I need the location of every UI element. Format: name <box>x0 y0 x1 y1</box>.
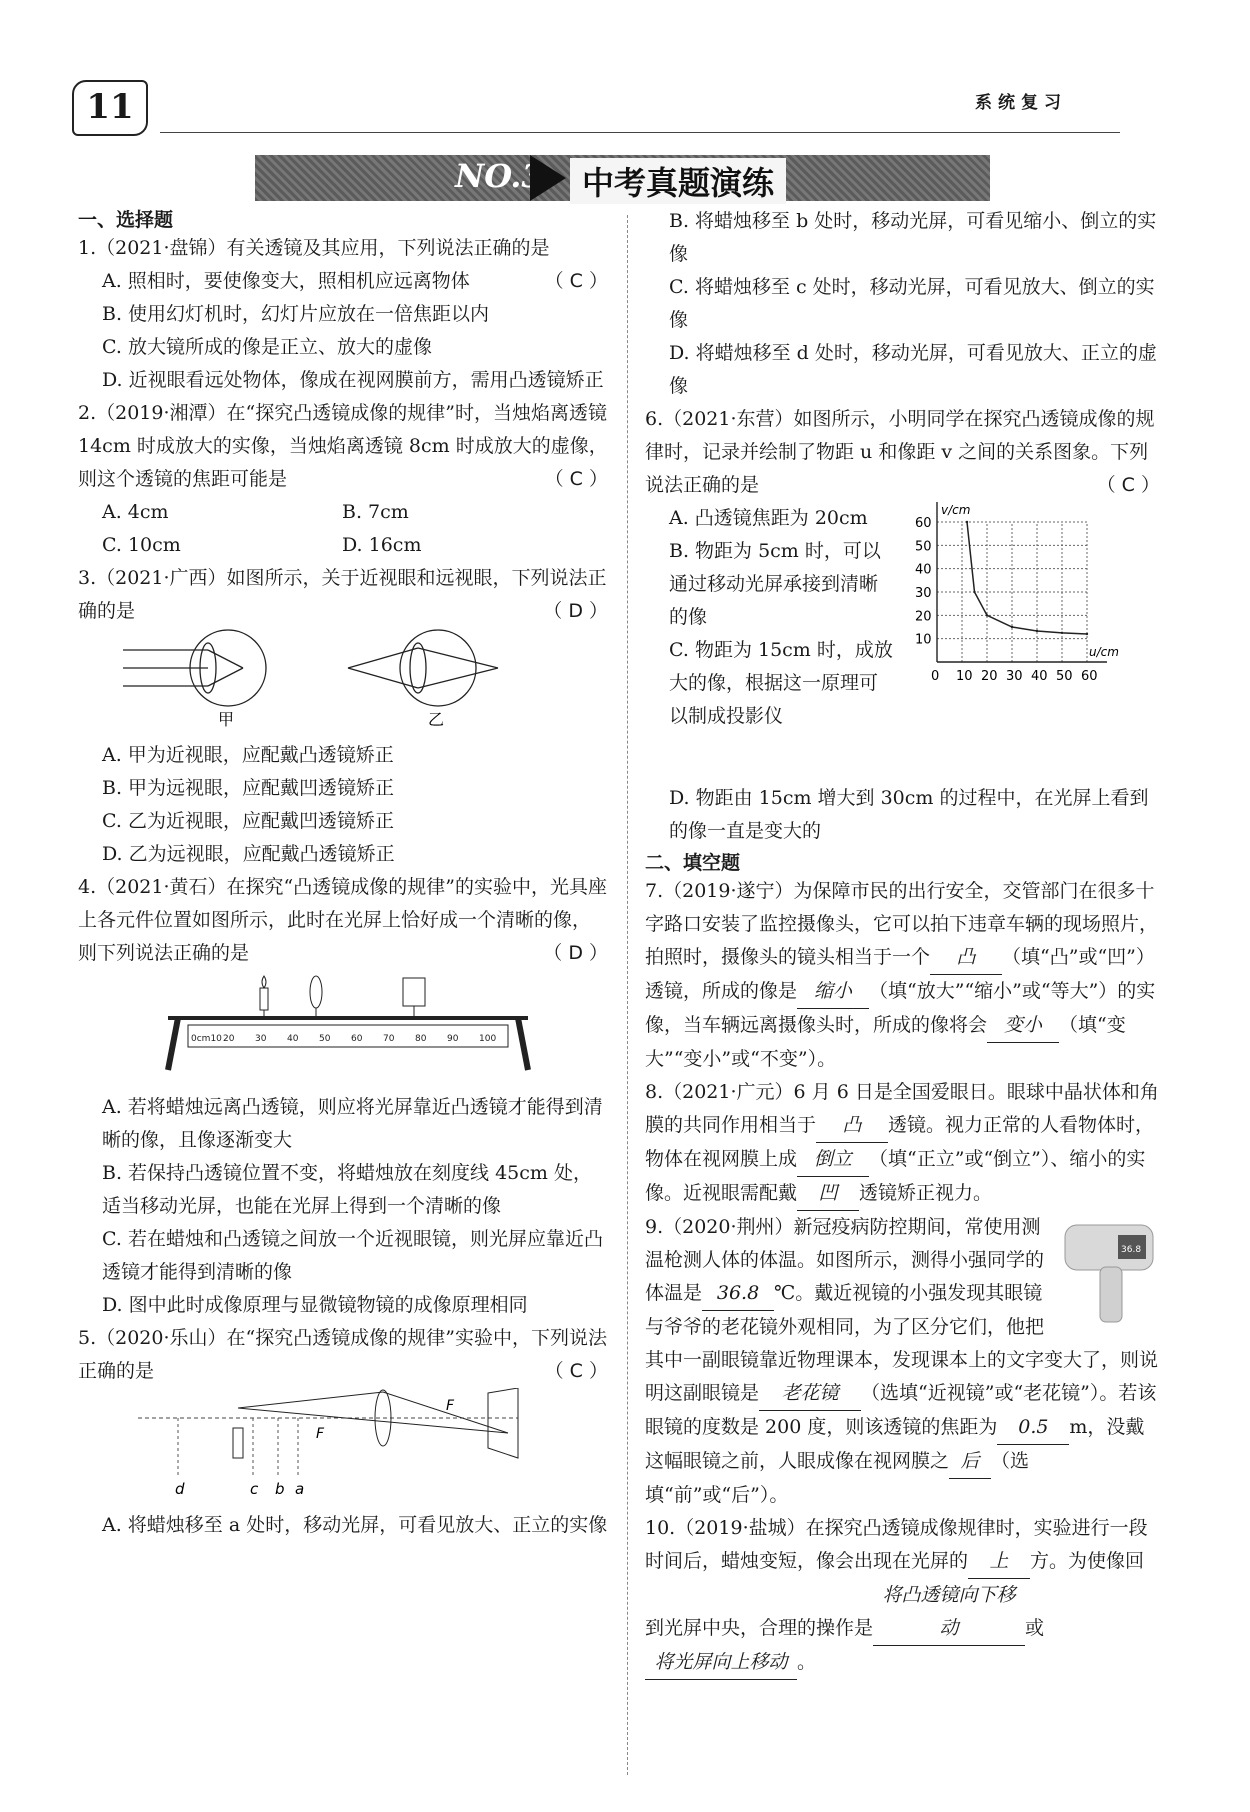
x-tick-label: 30 <box>1006 669 1023 684</box>
data-point <box>1036 630 1038 632</box>
flame-icon <box>262 976 266 988</box>
series-line <box>967 522 1087 634</box>
x-tick-label: 10 <box>956 669 973 684</box>
option: C. 乙为近视眼，应配戴凹透镜矫正 <box>102 810 394 832</box>
ruler-tick-label: 80 <box>415 1034 427 1044</box>
fill-blank: 凸 <box>930 941 1002 975</box>
fill-blank: 缩小 <box>797 975 869 1009</box>
ruler-tick-label: 60 <box>351 1034 363 1044</box>
banner-title: 中考真题演练 <box>570 158 786 204</box>
data-point <box>1061 632 1063 634</box>
x-tick-label: 0 <box>931 669 940 684</box>
data-point <box>986 614 988 616</box>
option: A. 甲为近视眼，应配戴凸透镜矫正 <box>102 744 394 766</box>
section-label: 系统复习 <box>975 93 1067 113</box>
ruler-tick-label: 100 <box>479 1034 497 1044</box>
uv-chart <box>907 502 1157 702</box>
answer: （ C ） <box>544 468 608 490</box>
eye-diagram <box>78 628 608 728</box>
section-heading: 一、选择题 <box>78 209 174 231</box>
option: B. 使用幻灯机时，幻灯片应放在一倍焦距以内 <box>102 303 490 325</box>
y-axis-label: v/cm <box>941 503 971 517</box>
option: D. 图中此时成像原理与显微镜物镜的成像原理相同 <box>102 1294 528 1316</box>
y-tick-label: 50 <box>915 539 932 555</box>
option: B. 甲为远视眼，应配戴凹透镜矫正 <box>102 777 395 799</box>
option: B. 若保持凸透镜位置不变，将蜡烛放在刻度线 45cm 处，适当移动光屏，也能在光屏上得到一个清晰的像 <box>102 1162 592 1217</box>
answer: （ D ） <box>543 600 608 622</box>
option: D. 近视眼看远处物体，像成在视网膜前方，需用凸透镜矫正 <box>102 369 604 391</box>
fill-blank: 将凸透镜向下移动 <box>873 1579 1025 1646</box>
option: B. 将蜡烛移至 b 处时，移动光屏，可看见缩小、倒立的实像 <box>669 210 1157 265</box>
screen <box>488 1388 518 1458</box>
option: A. 凸透镜焦距为 20cm <box>669 507 868 529</box>
header-rule <box>160 132 1120 133</box>
y-tick-label: 60 <box>915 516 932 531</box>
option: A. 照相时，要使像变大，照相机应远离物体 <box>102 270 470 292</box>
fill-blank: 将光屏向上移动 <box>645 1646 797 1680</box>
candle <box>233 1428 243 1458</box>
y-tick-label: 30 <box>915 586 932 601</box>
question-6-body <box>645 502 1160 832</box>
x-tick-label: 40 <box>1031 669 1048 684</box>
option: A. 将蜡烛移至 a 处时，移动光屏，可看见放大、正立的实像 <box>102 1514 608 1536</box>
fill-blank: 上 <box>968 1545 1030 1579</box>
page-number: 11 <box>72 80 148 136</box>
svg-text:d: d <box>175 1480 185 1498</box>
light-screen <box>403 978 425 1006</box>
option: A. 若将蜡烛远离凸透镜，则应将光屏靠近凸透镜才能得到清晰的像，且像逐渐变大 <box>102 1096 603 1151</box>
data-point <box>973 591 975 593</box>
svg-text:a: a <box>295 1480 305 1498</box>
question-4: 4.（2021·黄石）在探究“凸透镜成像的规律”的实验中，光具座上各元件位置如图所示，此时在光屏上恰好成一个清晰的像，则下列说法正确的是 （ D ） <box>78 871 608 970</box>
svg-text:F: F <box>446 1398 455 1414</box>
ruler-tick-label: 50 <box>319 1034 331 1044</box>
eye-ball-yi <box>400 630 476 706</box>
candle <box>260 988 268 1010</box>
y-tick-label: 20 <box>915 609 932 625</box>
option: C. 放大镜所成的像是正立、放大的虚像 <box>102 336 432 358</box>
answer: （ C ） <box>1096 474 1160 496</box>
fill-blank: 老花镜 <box>759 1377 861 1411</box>
banner-number: NO.3 <box>455 157 544 195</box>
right-column <box>645 205 1160 1680</box>
left-column <box>78 205 608 1542</box>
x-tick-label: 50 <box>1056 669 1073 684</box>
option: D. 物距由 15cm 增大到 30cm 的过程中，在光屏上看到的像一直是变大的 <box>669 787 1149 842</box>
answer: （ C ） <box>544 270 608 292</box>
svg-text:b: b <box>275 1480 285 1498</box>
section-heading: 二、填空题 <box>645 852 741 874</box>
lens-ray-diagram <box>78 1388 608 1498</box>
question-5: 5.（2020·乐山）在“探究凸透镜成像的规律”实验中，下列说法正确的是 （ C ） <box>78 1322 608 1388</box>
convex-lens <box>310 976 322 1008</box>
svg-text:c: c <box>250 1480 259 1498</box>
ruler-tick-label: 0cm10 <box>191 1034 222 1044</box>
option: D. 将蜡烛移至 d 处时，移动光屏，可看见放大、正立的虚像 <box>669 342 1157 397</box>
question-8: 8.（2021·广元）6 月 6 日是全国爱眼日。眼球中晶状体和角膜的共同作用相当于 凸 透镜。视力正常的人看物体时，物体在视网膜上成 倒立 （填“正立”或“倒立”）、缩小的实像。近视眼需配戴 凹 透镜矫正视力。 <box>645 1076 1160 1211</box>
x-tick-label: 60 <box>1081 669 1098 684</box>
ruler-tick-label: 70 <box>383 1034 395 1044</box>
label-yi: 乙 <box>428 710 445 728</box>
banner-arrow-icon <box>530 155 566 201</box>
option: C. 若在蜡烛和凸透镜之间放一个近视眼镜，则光屏应靠近凸透镜才能得到清晰的像 <box>102 1228 603 1283</box>
fill-blank: 36.8 <box>702 1277 774 1311</box>
data-point <box>966 521 968 523</box>
question-9: 36.8 9.（2020·荆州）新冠疫病防控期间，常使用测温枪测人体的体温。如图所示，测得小强同学的体温是 36.8 ℃。戴近视镜的小强发现其眼镜与爷爷的老花镜外观相同，为了区分它们，他把其中一副眼镜靠近物理课本，发现课本上的文字变大了，则说明这副眼镜是 老花镜 （选填“近视镜”或“老花镜”）。若该眼镜的度数是 200 度，则该透镜的焦距为 0.5 m，没戴这幅眼镜之前，人眼成像在视网膜之 后 （选填“前”或“后”）。 <box>645 1216 1159 1506</box>
question-3: 3.（2021·广西）如图所示，关于近视眼和远视眼，下列说法正确的是 （ D ） <box>78 562 608 628</box>
fill-blank: 变小 <box>987 1009 1059 1043</box>
question-1: 1.（2021·盘锦）有关透镜及其应用，下列说法正确的是 （ C ） <box>78 232 608 265</box>
fill-blank: 倒立 <box>797 1143 869 1177</box>
optical-bench-diagram <box>78 970 608 1080</box>
ruler-tick-label: 30 <box>255 1034 267 1044</box>
question-10: 10.（2019·盐城）在探究凸透镜成像规律时，实验进行一段时间后，蜡烛变短，像会出现在光屏的 上 方。为使像回到光屏中央，合理的操作是将凸透镜向下移动 或将光屏向上移动 。 <box>645 1512 1160 1680</box>
option: C. 物距为 15cm 时，成放大的像，根据这一原理可以制成投影仪 <box>669 639 893 727</box>
option: B. 物距为 5cm 时，可以通过移动光屏承接到清晰的像 <box>669 540 881 628</box>
label-jia: 甲 <box>218 710 235 728</box>
option: C. 将蜡烛移至 c 处时，移动光屏，可看见放大、倒立的实像 <box>669 276 1155 331</box>
fill-blank: 凹 <box>797 1177 859 1211</box>
option: D. 乙为远视眼，应配戴凸透镜矫正 <box>102 843 395 865</box>
fill-blank: 凸 <box>816 1109 888 1143</box>
svg-text:F: F <box>316 1426 325 1442</box>
y-tick-label: 10 <box>915 632 932 648</box>
options-row: A. 4cm B. 7cm <box>102 501 409 523</box>
lens-yi <box>410 643 426 693</box>
fill-blank: 后 <box>949 1445 991 1479</box>
column-divider <box>627 215 628 1775</box>
data-point <box>1011 626 1013 628</box>
question-2: 2.（2019·湘潭）在“探究凸透镜成像的规律”时，当烛焰离透镜 14cm 时成放大的实像，当烛焰离透镜 8cm 时成放大的虚像，则这个透镜的焦距可能是 （ C ） <box>78 397 608 496</box>
options-row: C. 10cm D. 16cm <box>102 534 422 556</box>
ruler-tick-label: 90 <box>447 1034 459 1044</box>
answer: （ C ） <box>544 1360 608 1382</box>
fill-blank: 0.5 <box>997 1411 1069 1445</box>
question-6: 6.（2021·东营）如图所示，小明同学在探究凸透镜成像的规律时，记录并绘制了物距 u 和像距 v 之间的关系图象。下列说法正确的是 （ C ） <box>645 403 1160 502</box>
svg-text:36.8: 36.8 <box>1121 1245 1142 1255</box>
x-tick-label: 20 <box>981 669 998 684</box>
data-point <box>1086 633 1088 635</box>
answer: （ D ） <box>543 942 608 964</box>
y-tick-label: 40 <box>915 562 932 578</box>
ruler-tick-label: 20 <box>223 1034 235 1044</box>
question-7: 7.（2019·遂宁）为保障市民的出行安全，交管部门在很多十字路口安装了监控摄像头，它可以拍下违章车辆的现场照片，拍照时，摄像头的镜头相当于一个 凸 （填“凸”或“凹”）透镜，所成的像是 缩小 （填“放大”“缩小”或“等大”）的实像，当车辆远离摄像头时，所成的像将会 变小 （填“变大”“变小”或“不变”）。 <box>645 880 1159 1070</box>
thermometer-gun-image <box>1060 1215 1160 1325</box>
ruler <box>188 1025 508 1047</box>
ruler-tick-label: 40 <box>287 1034 299 1044</box>
x-axis-label: u/cm <box>1089 645 1119 659</box>
